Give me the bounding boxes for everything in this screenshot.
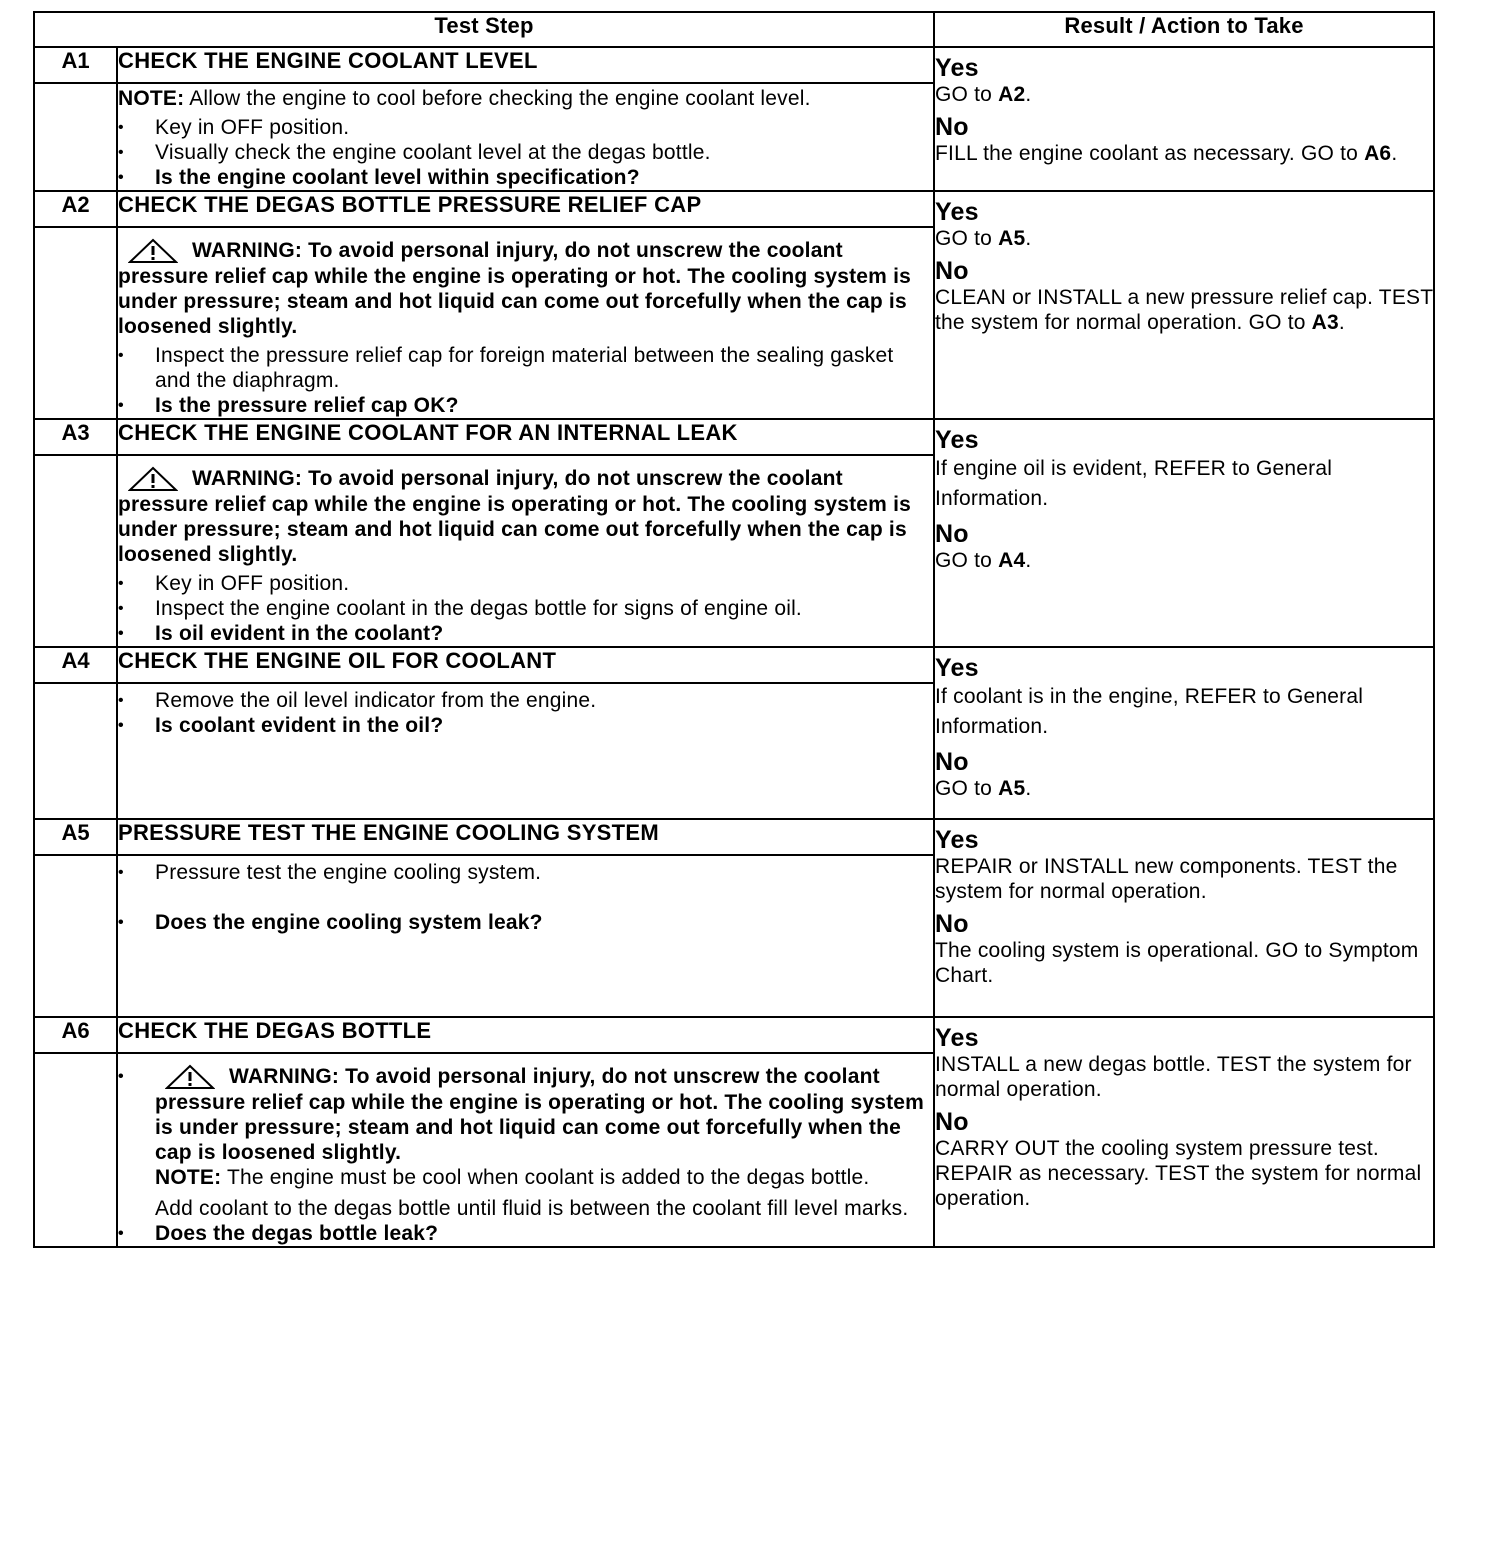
list-item-question: • Is oil evident in the coolant?	[118, 621, 933, 646]
no-action: GO to A5.	[935, 777, 1032, 800]
yes-label: Yes	[935, 54, 979, 82]
no-label: No	[935, 520, 969, 548]
list-item-question: • Is the engine coolant level within specification?	[118, 165, 933, 190]
yes-label: Yes	[935, 826, 979, 854]
no-label: No	[935, 1108, 969, 1136]
list-item: • Key in OFF position.	[118, 571, 933, 596]
list-item: • Inspect the engine coolant in the degas bottle for signs of engine oil.	[118, 596, 933, 621]
bullet-list	[118, 343, 933, 418]
diagnostic-table	[33, 11, 1435, 1248]
step-title: PRESSURE TEST THE ENGINE COOLING SYSTEM	[117, 819, 934, 855]
instruction: Add coolant to the degas bottle until fluid is between the coolant fill level marks.	[155, 1197, 909, 1220]
warning: • WARNING: To avoid personal injury, do not unscrew the coolant pressure relief cap while the engine is operating or hot. The cooling system is under pressure; steam and hot liquid can come out forcefully when the cap is loosened slightly.	[118, 1064, 933, 1165]
step-id: A1	[34, 47, 117, 83]
warning-triangle-icon	[128, 238, 178, 264]
no-action: GO to A4.	[935, 549, 1032, 572]
no-label: No	[935, 257, 969, 285]
list-item: • Inspect the pressure relief cap for foreign material between the sealing gasket and the diaphragm.	[118, 343, 933, 393]
step-id: A4	[34, 647, 117, 683]
note: NOTE: Allow the engine to cool before checking the engine coolant level.	[118, 87, 811, 110]
yes-label: Yes	[935, 198, 979, 226]
step-id-blank	[34, 227, 117, 419]
result-cell	[934, 819, 1434, 1017]
list-item-question: • Does the degas bottle leak?	[118, 1221, 933, 1246]
step-id-blank	[34, 1053, 117, 1247]
yes-action: If engine oil is evident, REFER to General Information.	[935, 457, 1333, 510]
result-cell	[934, 1017, 1434, 1247]
yes-label: Yes	[935, 426, 979, 454]
step-id: A6	[34, 1017, 117, 1053]
yes-label: Yes	[935, 1024, 979, 1052]
bullet-list	[118, 115, 933, 190]
list-item-question: • Is the pressure relief cap OK?	[118, 393, 933, 418]
result-cell	[934, 419, 1434, 647]
no-label: No	[935, 113, 969, 141]
yes-action: GO to A5.	[935, 227, 1032, 250]
step-title: CHECK THE ENGINE OIL FOR COOLANT	[117, 647, 934, 683]
result-cell	[934, 191, 1434, 419]
warning-triangle-icon	[128, 466, 178, 492]
step-title: CHECK THE ENGINE COOLANT LEVEL	[117, 47, 934, 83]
no-action: FILL the engine coolant as necessary. GO to A6.	[935, 142, 1398, 165]
no-action-2: REPAIR as necessary. TEST the system for normal operation.	[935, 1162, 1422, 1210]
step-body	[117, 855, 934, 1017]
no-label: No	[935, 910, 969, 938]
step-body	[117, 227, 934, 419]
step-body	[117, 1053, 934, 1247]
yes-action: GO to A2.	[935, 83, 1032, 106]
yes-action: If coolant is in the engine, REFER to General Information.	[935, 685, 1364, 738]
list-item: • Key in OFF position.	[118, 115, 933, 140]
step-id-blank	[34, 455, 117, 647]
bullet-list	[118, 860, 933, 935]
note: NOTE: The engine must be cool when coolant is added to the degas bottle.	[155, 1166, 870, 1189]
yes-action: REPAIR or INSTALL new components. TEST the system for normal operation.	[935, 855, 1398, 903]
step-id-blank	[34, 83, 117, 191]
list-item-question: • Does the engine cooling system leak?	[118, 910, 933, 935]
warning: WARNING: To avoid personal injury, do not unscrew the coolant pressure relief cap while the engine is operating or hot. The cooling system is under pressure; steam and hot liquid can come out forcefully when the cap is loosened slightly.	[118, 467, 911, 566]
no-action: CARRY OUT the cooling system pressure test.	[935, 1137, 1379, 1160]
step-title: CHECK THE ENGINE COOLANT FOR AN INTERNAL LEAK	[117, 419, 934, 455]
header-result-action: Result / Action to Take	[934, 12, 1434, 47]
step-title: CHECK THE DEGAS BOTTLE PRESSURE RELIEF CAP	[117, 191, 934, 227]
warning: WARNING: To avoid personal injury, do not unscrew the coolant pressure relief cap while the engine is operating or hot. The cooling system is under pressure; steam and hot liquid can come out forcefully when the cap is loosened slightly.	[118, 239, 911, 338]
no-label: No	[935, 748, 969, 776]
result-cell	[934, 47, 1434, 191]
step-id-blank	[34, 683, 117, 819]
no-action: CLEAN or INSTALL a new pressure relief cap. TEST the system for normal operation. GO to A3.	[935, 286, 1433, 334]
no-action: The cooling system is operational. GO to Symptom Chart.	[935, 939, 1419, 987]
step-body	[117, 83, 934, 191]
step-id: A5	[34, 819, 117, 855]
step-id: A2	[34, 191, 117, 227]
list-item: • Visually check the engine coolant level at the degas bottle.	[118, 140, 933, 165]
bullet-list	[118, 1064, 933, 1246]
step-body	[117, 683, 934, 819]
list-item: • Pressure test the engine cooling system.	[118, 860, 933, 885]
warning-triangle-icon	[165, 1064, 215, 1090]
bullet-list	[118, 571, 933, 646]
yes-label: Yes	[935, 654, 979, 682]
yes-action: INSTALL a new degas bottle. TEST the system for normal operation.	[935, 1053, 1412, 1101]
step-title: CHECK THE DEGAS BOTTLE	[117, 1017, 934, 1053]
step-id: A3	[34, 419, 117, 455]
header-test-step: Test Step	[34, 12, 934, 47]
step-id-blank	[34, 855, 117, 1017]
step-body	[117, 455, 934, 647]
list-item-question: • Is coolant evident in the oil?	[118, 713, 933, 738]
list-item: • Remove the oil level indicator from the engine.	[118, 688, 933, 713]
result-cell	[934, 647, 1434, 819]
bullet-list	[118, 688, 933, 738]
